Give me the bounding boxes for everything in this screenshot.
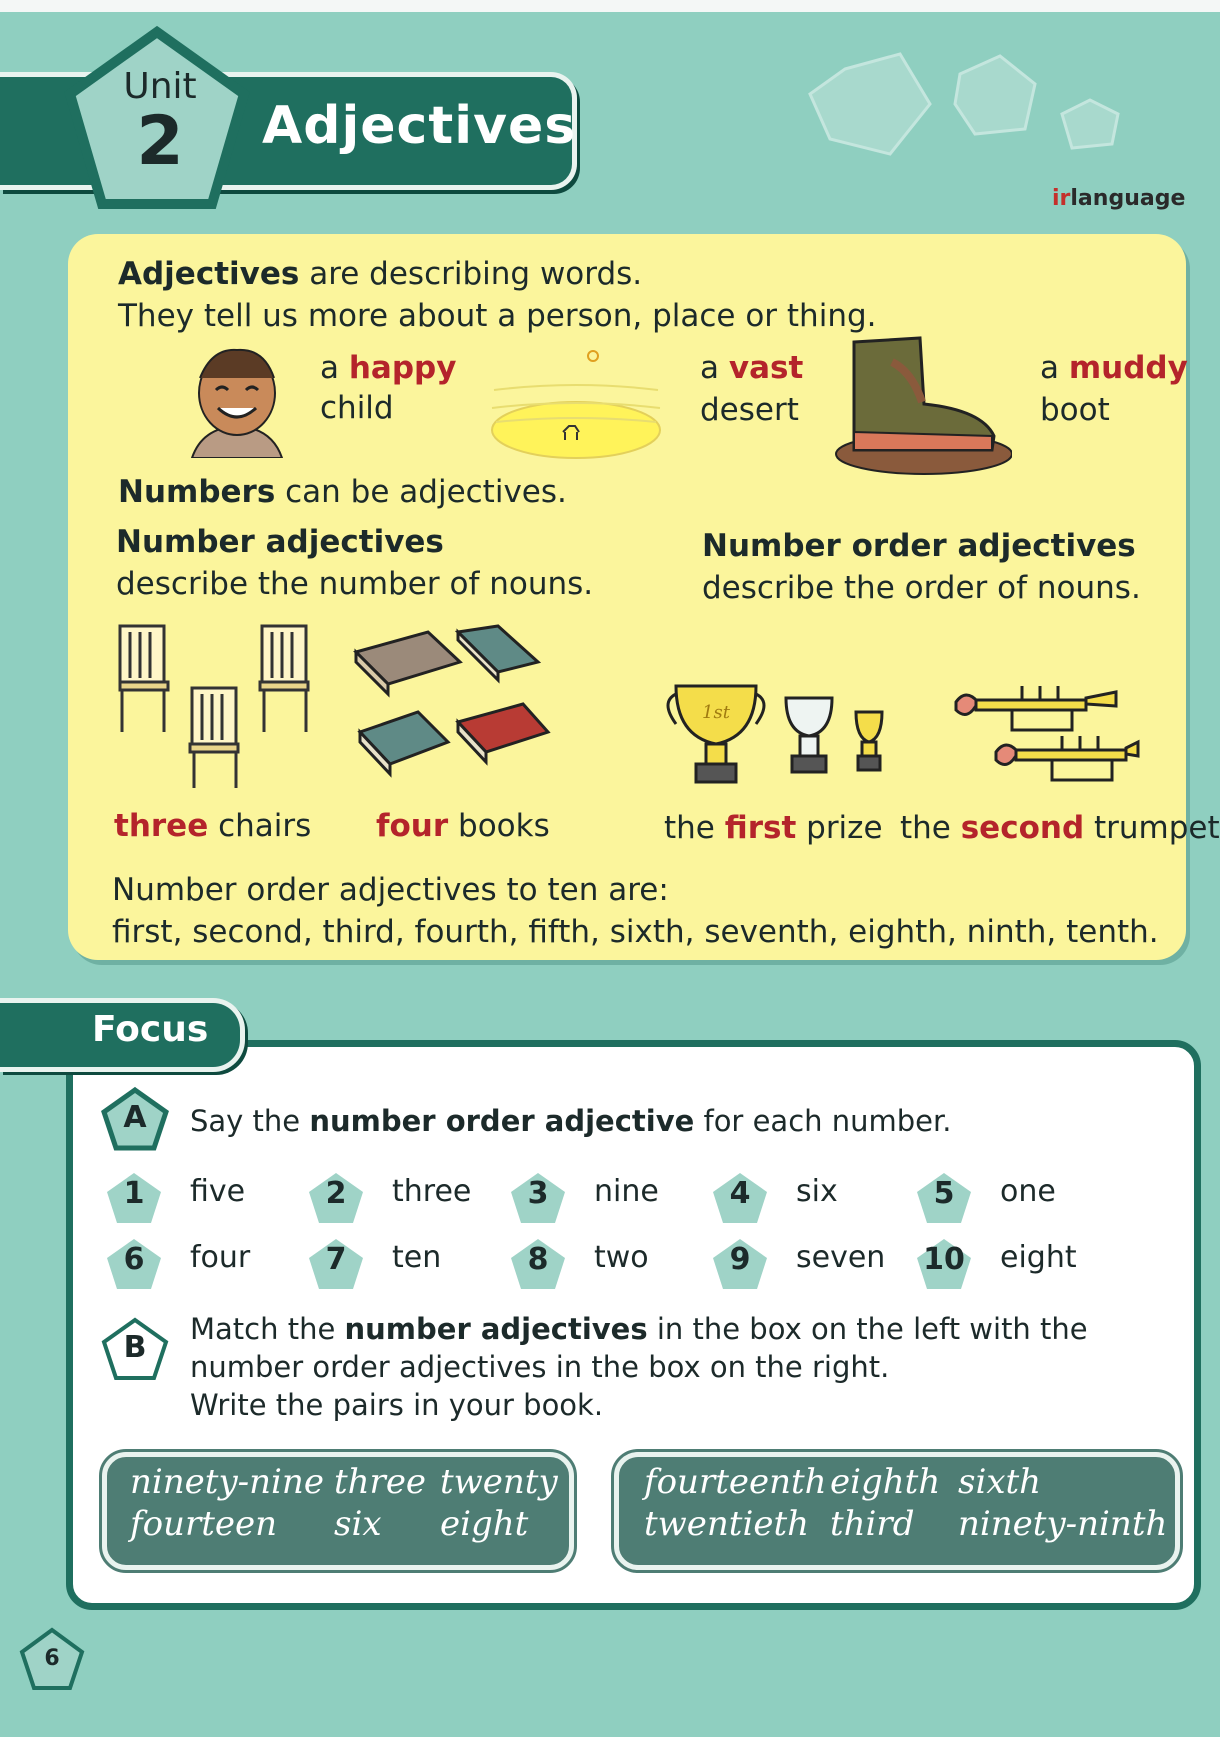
activity-a-word: ten (392, 1240, 442, 1275)
four-books-illustration (348, 622, 553, 782)
number-order-adjective-word: ninety-ninth (958, 1504, 1168, 1544)
happy-child-illustration (182, 338, 292, 458)
activity-b-instruction-2: number order adjectives in the box on the right. (190, 1350, 890, 1384)
caption-three-chairs: three chairs (114, 808, 312, 844)
activity-a-word: four (190, 1240, 251, 1275)
activity-b-instruction-1: Match the number adjectives in the box on the left with the (190, 1312, 1088, 1346)
number-badge-label: 7 (325, 1242, 347, 1277)
brand-prefix: ir (1052, 186, 1071, 211)
caption-first-prize: the first prize (664, 810, 883, 846)
number-order-adjectives-desc: describe the order of nouns. (702, 570, 1141, 606)
unit-number: 2 (136, 102, 184, 181)
decorative-pentagons (770, 34, 1190, 184)
number-order-adjective-word: eighth (830, 1462, 941, 1502)
activity-b-instruction-3: Write the pairs in your book. (190, 1388, 604, 1422)
trophy-first-mark: 1st (702, 702, 730, 723)
example-muddy-noun: boot (1040, 392, 1110, 428)
number-adjective-word: three (334, 1462, 427, 1502)
number-adjective-word: fourteen (130, 1504, 278, 1544)
order-list-intro: Number order adjectives to ten are: (112, 872, 669, 908)
example-muddy-phrase: a muddy (1040, 350, 1188, 386)
three-chairs-illustration (112, 618, 322, 790)
page-title: Adjectives (262, 96, 577, 156)
number-badge-label: 1 (123, 1176, 145, 1211)
activity-a-word: one (1000, 1174, 1056, 1209)
activity-a-instruction: Say the number order adjective for each number. (190, 1104, 952, 1138)
unit-label: Unit (123, 66, 197, 107)
example-vast-noun: desert (700, 392, 799, 428)
number-adjectives-desc: describe the number of nouns. (116, 566, 594, 602)
intro-line-2: They tell us more about a person, place or thing. (118, 298, 877, 334)
number-adjective-word: six (334, 1504, 382, 1544)
brand-logo (1052, 186, 1185, 211)
number-order-adjective-word: fourteenth (644, 1462, 827, 1502)
number-badge-label: 9 (729, 1242, 751, 1277)
number-adjective-word: ninety-nine (130, 1462, 324, 1502)
activity-a-word: nine (594, 1174, 659, 1209)
activity-a-word: two (594, 1240, 649, 1275)
number-badge-label: 10 (923, 1242, 965, 1277)
caption-four-books: four books (376, 808, 550, 844)
number-badge-label: 5 (933, 1176, 955, 1211)
number-badge-label: 6 (123, 1242, 145, 1277)
example-happy-phrase: a happy (320, 350, 457, 386)
intro-line-1: Adjectives are describing words. (118, 256, 643, 292)
order-list: first, second, third, fourth, fifth, sixth, seventh, eighth, ninth, tenth. (112, 914, 1159, 950)
number-adjectives-heading: Number adjectives (116, 524, 444, 560)
activity-a-word: three (392, 1174, 472, 1209)
number-order-adjectives-heading: Number order adjectives (702, 528, 1136, 564)
activity-a-word: eight (1000, 1240, 1077, 1275)
vast-desert-illustration (488, 350, 663, 462)
activity-b-letter: B (123, 1330, 147, 1365)
page-top-edge (0, 0, 1220, 12)
activity-a-word: five (190, 1174, 246, 1209)
number-adjective-word: twenty (440, 1462, 558, 1502)
muddy-boot-illustration (832, 332, 1012, 480)
number-adjective-word: eight (440, 1504, 529, 1544)
activity-a-word: seven (796, 1240, 886, 1275)
trumpets-illustration (952, 682, 1142, 792)
number-order-adjective-word: sixth (958, 1462, 1042, 1502)
number-badge-label: 8 (527, 1242, 549, 1277)
focus-label: Focus (92, 1009, 209, 1050)
caption-second-trumpet: the second trumpet (900, 810, 1220, 846)
number-badge-label: 2 (325, 1176, 347, 1211)
trophies-illustration (660, 676, 900, 796)
number-order-adjective-word: twentieth (644, 1504, 810, 1544)
example-vast-phrase: a vast (700, 350, 804, 386)
number-badge-label: 3 (527, 1176, 549, 1211)
activity-a-word: six (796, 1174, 838, 1209)
number-badge-label: 4 (729, 1176, 751, 1211)
activity-a-letter: A (123, 1100, 147, 1135)
page-number: 6 (44, 1646, 60, 1671)
numbers-statement: Numbers can be adjectives. (118, 474, 567, 510)
brand-suffix: language (1070, 186, 1186, 211)
example-happy-noun: child (320, 390, 394, 426)
number-order-adjective-word: third (830, 1504, 915, 1544)
